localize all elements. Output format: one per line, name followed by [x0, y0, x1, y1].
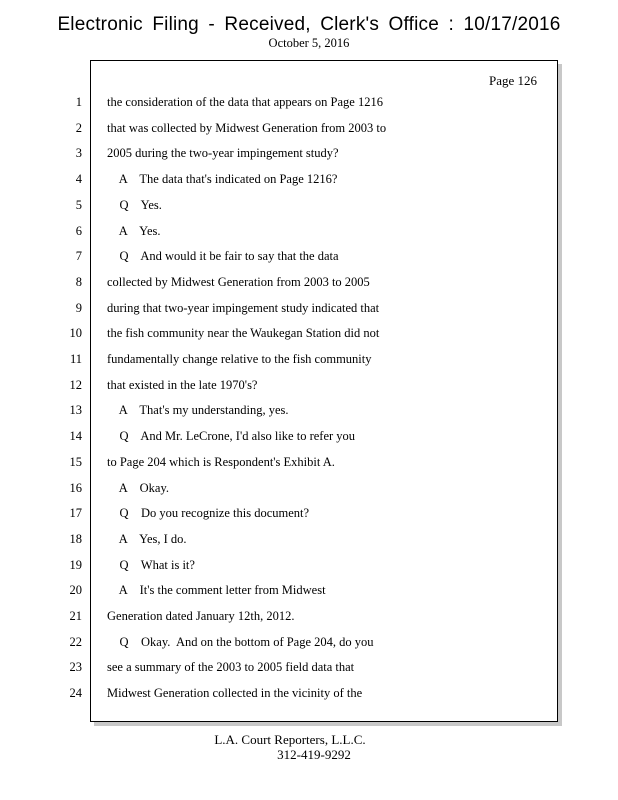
line-text: that existed in the late 1970's?: [107, 378, 258, 392]
line-text: Q Yes.: [107, 198, 162, 212]
line-text: Q What is it?: [107, 558, 195, 572]
line-number: 18: [69, 532, 82, 546]
line-text: A Okay.: [107, 481, 170, 495]
line-text: Midwest Generation collected in the vicinity of the: [107, 686, 363, 700]
line-text: collected by Midwest Generation from 2003 to 2005: [107, 275, 370, 289]
line-number: 7: [75, 249, 82, 263]
line-number: 24: [69, 686, 82, 700]
line-number: 5: [75, 198, 82, 212]
filing-stamp: Electronic Filing - Received, Clerk's Office : 10/17/2016: [57, 14, 561, 35]
line-number: 8: [75, 275, 82, 289]
line-text: Q And Mr. LeCrone, I'd also like to refer you: [107, 429, 356, 443]
line-text: Generation dated January 12th, 2012.: [107, 609, 295, 623]
line-number: 22: [69, 635, 82, 649]
line-number: 13: [69, 403, 82, 417]
line-number: 2: [75, 121, 82, 135]
line-text: 2005 during the two-year impingement study?: [107, 146, 339, 160]
line-number: 16: [69, 481, 82, 495]
line-number: 17: [69, 506, 82, 520]
line-text: Q Okay. And on the bottom of Page 204, do you: [107, 635, 374, 649]
reporter-phone: 312-419-9292: [277, 747, 351, 762]
line-text: A It's the comment letter from Midwest: [107, 583, 326, 597]
line-number: 11: [69, 352, 82, 366]
reporter-company: L.A. Court Reporters, L.L.C.: [214, 732, 366, 747]
line-text: during that two-year impingement study indicated that: [107, 301, 380, 315]
line-number: 9: [75, 301, 82, 315]
line-text: A That's my understanding, yes.: [107, 403, 289, 417]
line-text: Q And would it be fair to say that the data: [107, 249, 339, 263]
line-text: that was collected by Midwest Generation from 2003 to: [107, 121, 387, 135]
page-number: Page 126: [488, 73, 537, 88]
line-number: 3: [75, 146, 82, 160]
line-number: 14: [69, 429, 82, 443]
line-number: 1: [75, 95, 82, 109]
line-number: 21: [69, 609, 82, 623]
line-text: A The data that's indicated on Page 1216?: [107, 172, 338, 186]
line-number: 20: [69, 583, 82, 597]
line-text: the fish community near the Waukegan Station did not: [107, 326, 380, 340]
deposition-date: October 5, 2016: [268, 36, 350, 50]
line-number: 23: [69, 660, 82, 674]
line-text: A Yes, I do.: [107, 532, 187, 546]
line-text: the consideration of the data that appears on Page 1216: [107, 95, 383, 109]
line-number: 15: [69, 455, 82, 469]
line-text: to Page 204 which is Respondent's Exhibit A.: [107, 455, 335, 469]
line-text: fundamentally change relative to the fish community: [107, 352, 372, 366]
line-text: see a summary of the 2003 to 2005 field data that: [107, 660, 355, 674]
line-text: A Yes.: [107, 224, 161, 238]
line-text: Q Do you recognize this document?: [107, 506, 310, 520]
line-number: 19: [69, 558, 82, 572]
line-number: 10: [69, 326, 82, 340]
line-number: 4: [75, 172, 82, 186]
line-number: 12: [69, 378, 82, 392]
line-number: 6: [75, 224, 82, 238]
